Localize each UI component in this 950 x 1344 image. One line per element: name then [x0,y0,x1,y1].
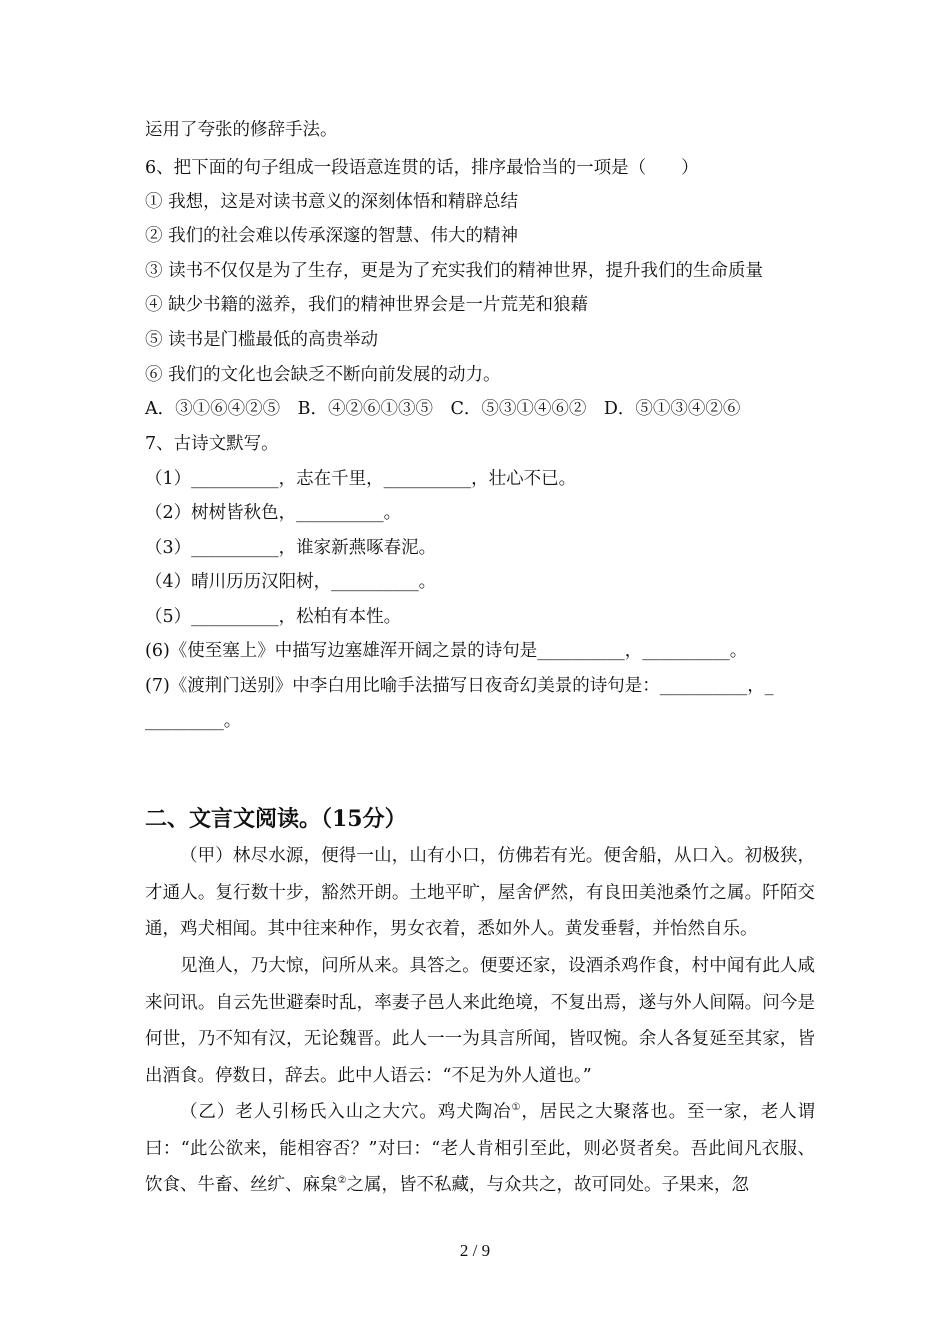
text-line: 运用了夸张的修辞手法。 [145,120,338,140]
passage-yi-text-2: ，居民之大聚落也。至一家，老人谓曰：“此公欲来，能相容否？”对曰：“老人肯相引至此，则必贤者矣。吾此间凡衣服、饮食、牛畜、丝纩、麻枲 [145,1102,816,1195]
question-6-sentence-5: ⑤ 读书是门槛最低的高贵举动 [145,330,379,350]
footnote-marker-1: ① [511,1102,522,1114]
question-6-sentence-2: ② 我们的社会难以传承深邃的智慧、伟大的精神 [145,226,519,246]
section-2-title: 二、文言文阅读。（15分） [145,806,407,832]
passage-jia-paragraph-1: （甲）林尽水源，便得一山，山有小口，仿佛若有光。便舍船，从口入。初极狭，才通人。复行数十步，豁然开朗。土地平旷，屋舍俨然，有良田美池桑竹之属。阡陌交通，鸡犬相闻。其中往来种作，男女衣着，悉如外人。黄发垂髫，并怡然自乐。 [145,846,815,939]
question-7-stem: 7、古诗文默写。 [145,434,279,454]
question-7-item-7: (7)《渡荆门送别》中李白用比喻手法描写日夜奇幻美景的诗句是：__________，_ [145,676,774,696]
question-6-sentence-1: ① 我想，这是对读书意义的深刻体悟和精辟总结 [145,192,519,212]
question-7-item-4: （4）晴川历历汉阳树，__________。 [145,572,437,592]
page-number: 2 / 9 [459,1241,491,1260]
passage-yi-text-1: （乙）老人引杨氏入山之大穴。鸡犬陶冶 [180,1102,512,1122]
question-6-options: A．③①⑥④②⑤ B．④②⑥①③⑤ C．⑤③①④⑥② D．⑤①③④②⑥ [145,399,741,419]
question-6-stem: 6、把下面的句子组成一段语意连贯的话，排序最恰当的一项是（ ） [145,158,699,178]
question-7-item-6: (6)《使至塞上》中描写边塞雄浑开阔之景的诗句是__________，__________。 [145,641,748,661]
question-7-item-2: （2）树树皆秋色，__________。 [145,503,402,523]
passage-yi-paragraph [145,1094,815,1204]
question-6-sentence-3: ③ 读书不仅仅是为了生存，更是为了充实我们的精神世界，提升我们的生命质量 [145,261,764,281]
passage-yi-text-3: 之属，皆不私藏，与众共之，故可同处。子果来，忽 [346,1175,749,1195]
question-6-sentence-6: ⑥ 我们的文化也会缺乏不断向前发展的动力。 [145,365,501,385]
footnote-marker-2: ② [337,1175,347,1187]
question-6-sentence-4: ④ 缺少书籍的滋养，我们的精神世界会是一片荒芜和狼藉 [145,295,589,315]
question-7-item-5: （5）__________，松柏有本性。 [145,607,402,627]
passage-jia-paragraph-2: 见渔人，乃大惊，问所从来。具答之。便要还家，设酒杀鸡作食，村中闻有此人咸来问讯。自云先世避秦时乱，率妻子邑人来此绝境，不复出焉，遂与外人间隔。问今是何世，乃不知有汉，无论魏晋。此人一一为具言所闻，皆叹惋。余人各复延至其家，皆出酒食。停数日，辞去。此中人语云：“不足为外人道也。” [145,956,815,1086]
question-7-item-3: （3）__________，谁家新燕啄春泥。 [145,538,437,558]
question-7-item-1: （1）__________，志在千里，__________，壮心不已。 [145,469,577,489]
question-7-item-7-continued: _________。 [145,711,242,731]
